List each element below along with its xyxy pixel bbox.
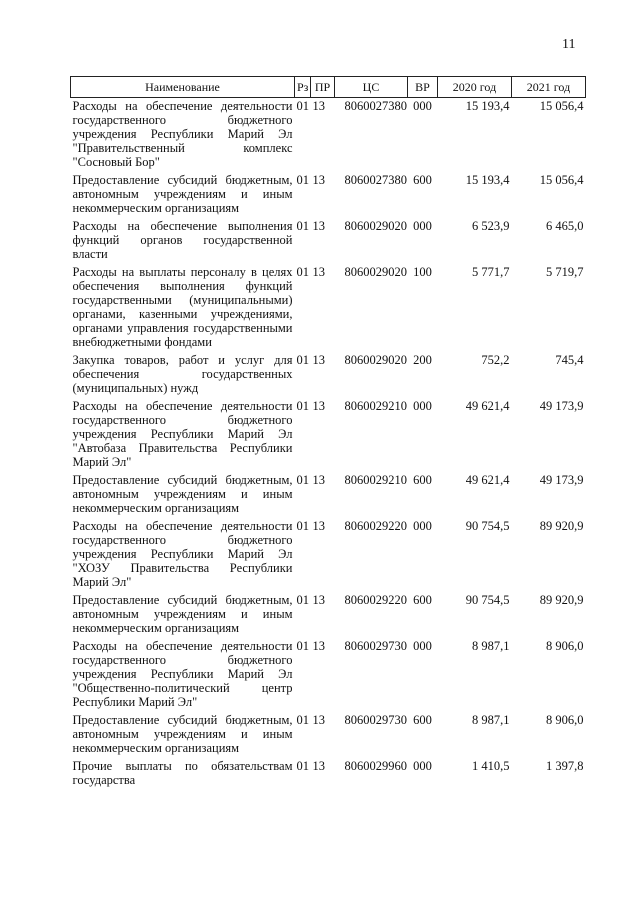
row-vr: 000 bbox=[413, 519, 432, 533]
row-cs: 8060029210 bbox=[344, 473, 407, 487]
row-2021: 745,4 bbox=[555, 353, 584, 367]
row-pr: 13 bbox=[312, 519, 325, 533]
row-cs: 8060029020 bbox=[344, 265, 407, 279]
row-cs: 8060029960 bbox=[344, 759, 407, 773]
row-name: Расходы на выплаты персоналу в целях обеспечения выполнения функций государственными (муниципальными) органами, казенными учреждениями, органами управления государственными внебюджетными фондами bbox=[72, 265, 293, 349]
table-row bbox=[71, 98, 586, 173]
table-row bbox=[71, 712, 586, 758]
row-name: Предоставление субсидий бюджетным, автономным учреждениям и иным некоммерческим организациям bbox=[72, 173, 293, 215]
row-pr: 13 bbox=[312, 399, 325, 413]
row-pr: 13 bbox=[312, 759, 325, 773]
row-2021: 89 920,9 bbox=[539, 593, 584, 607]
row-2021: 89 920,9 bbox=[539, 519, 584, 533]
row-2020: 8 987,1 bbox=[472, 639, 510, 653]
row-rz: 01 bbox=[296, 639, 309, 653]
row-cs: 8060029210 bbox=[344, 399, 407, 413]
row-rz: 01 bbox=[296, 399, 309, 413]
table-row bbox=[71, 518, 586, 592]
header-name: Наименование bbox=[71, 77, 295, 98]
row-vr: 600 bbox=[413, 173, 432, 187]
row-rz: 01 bbox=[296, 519, 309, 533]
row-2020: 49 621,4 bbox=[465, 399, 510, 413]
table-row bbox=[71, 218, 586, 264]
row-2021: 1 397,8 bbox=[546, 759, 584, 773]
row-2020: 90 754,5 bbox=[465, 593, 510, 607]
row-cs: 8060029020 bbox=[344, 353, 407, 367]
row-2021: 6 465,0 bbox=[546, 219, 584, 233]
table-row bbox=[71, 592, 586, 638]
row-vr: 000 bbox=[413, 99, 432, 113]
row-2021: 15 056,4 bbox=[539, 173, 584, 187]
header-cs: ЦС bbox=[335, 77, 408, 98]
header-pr: ПР bbox=[311, 77, 335, 98]
row-pr: 13 bbox=[312, 219, 325, 233]
header-2021: 2021 год bbox=[512, 77, 586, 98]
row-pr: 13 bbox=[312, 473, 325, 487]
row-2020: 15 193,4 bbox=[465, 173, 510, 187]
row-name: Закупка товаров, работ и услуг для обеспечения государственных (муниципальных) нужд bbox=[72, 353, 293, 395]
row-cs: 8060029730 bbox=[344, 713, 407, 727]
row-pr: 13 bbox=[312, 353, 325, 367]
page-number: 11 bbox=[562, 37, 576, 52]
row-cs: 8060029730 bbox=[344, 639, 407, 653]
row-vr: 000 bbox=[413, 639, 432, 653]
row-vr: 000 bbox=[413, 399, 432, 413]
budget-table bbox=[70, 76, 586, 790]
row-rz: 01 bbox=[296, 473, 309, 487]
row-name: Прочие выплаты по обязательствам государства bbox=[72, 759, 293, 787]
row-2020: 752,2 bbox=[481, 353, 510, 367]
row-2021: 5 719,7 bbox=[546, 265, 584, 279]
row-name: Расходы на обеспечение выполнения функций органов государственной власти bbox=[72, 219, 293, 261]
row-2020: 6 523,9 bbox=[472, 219, 510, 233]
row-cs: 8060027380 bbox=[344, 173, 407, 187]
row-2021: 15 056,4 bbox=[539, 99, 584, 113]
row-pr: 13 bbox=[312, 639, 325, 653]
row-2020: 90 754,5 bbox=[465, 519, 510, 533]
row-2020: 15 193,4 bbox=[465, 99, 510, 113]
table-row bbox=[71, 758, 586, 790]
row-vr: 200 bbox=[413, 353, 432, 367]
row-2021: 8 906,0 bbox=[546, 713, 584, 727]
row-2020: 1 410,5 bbox=[472, 759, 510, 773]
row-rz: 01 bbox=[296, 173, 309, 187]
row-name: Предоставление субсидий бюджетным, автономным учреждениям и иным некоммерческим организациям bbox=[72, 713, 293, 755]
row-2021: 49 173,9 bbox=[539, 399, 584, 413]
header-rz: Рз bbox=[295, 77, 311, 98]
row-vr: 600 bbox=[413, 593, 432, 607]
row-2021: 8 906,0 bbox=[546, 639, 584, 653]
header-vr: ВР bbox=[408, 77, 438, 98]
row-rz: 01 bbox=[296, 593, 309, 607]
row-vr: 100 bbox=[413, 265, 432, 279]
row-name: Расходы на обеспечение деятельности государственного бюджетного учреждения Республики Марий Эл "Автобаза Правительства Республики Марий Эл" bbox=[72, 399, 293, 469]
row-cs: 8060029020 bbox=[344, 219, 407, 233]
row-name: Предоставление субсидий бюджетным, автономным учреждениям и иным некоммерческим организациям bbox=[72, 593, 293, 635]
row-pr: 13 bbox=[312, 593, 325, 607]
row-name: Расходы на обеспечение деятельности государственного бюджетного учреждения Республики Марий Эл "ХОЗУ Правительства Республики Марий Эл" bbox=[72, 519, 293, 589]
row-pr: 13 bbox=[312, 713, 325, 727]
table-row bbox=[71, 172, 586, 218]
table-row bbox=[71, 352, 586, 398]
row-pr: 13 bbox=[312, 173, 325, 187]
table-row bbox=[71, 264, 586, 352]
row-vr: 000 bbox=[413, 759, 432, 773]
row-2020: 8 987,1 bbox=[472, 713, 510, 727]
table-header-row bbox=[71, 77, 586, 98]
row-vr: 600 bbox=[413, 473, 432, 487]
row-pr: 13 bbox=[312, 265, 325, 279]
row-vr: 000 bbox=[413, 219, 432, 233]
row-rz: 01 bbox=[296, 759, 309, 773]
row-rz: 01 bbox=[296, 219, 309, 233]
row-cs: 8060027380 bbox=[344, 99, 407, 113]
row-2020: 5 771,7 bbox=[472, 265, 510, 279]
row-cs: 8060029220 bbox=[344, 519, 407, 533]
row-2021: 49 173,9 bbox=[539, 473, 584, 487]
row-rz: 01 bbox=[296, 713, 309, 727]
row-rz: 01 bbox=[296, 265, 309, 279]
row-name: Предоставление субсидий бюджетным, автономным учреждениям и иным некоммерческим организациям bbox=[72, 473, 293, 515]
table-row bbox=[71, 638, 586, 712]
row-name: Расходы на обеспечение деятельности государственного бюджетного учреждения Республики Марий Эл "Правительственный комплекс "Сосновый Бор" bbox=[72, 99, 293, 169]
table-row bbox=[71, 472, 586, 518]
header-2020: 2020 год bbox=[438, 77, 512, 98]
row-cs: 8060029220 bbox=[344, 593, 407, 607]
table-row bbox=[71, 398, 586, 472]
row-2020: 49 621,4 bbox=[465, 473, 510, 487]
row-rz: 01 bbox=[296, 353, 309, 367]
row-vr: 600 bbox=[413, 713, 432, 727]
row-pr: 13 bbox=[312, 99, 325, 113]
row-name: Расходы на обеспечение деятельности государственного бюджетного учреждения Республики Марий Эл "Общественно-политический центр Республики Марий Эл" bbox=[72, 639, 293, 709]
row-rz: 01 bbox=[296, 99, 309, 113]
